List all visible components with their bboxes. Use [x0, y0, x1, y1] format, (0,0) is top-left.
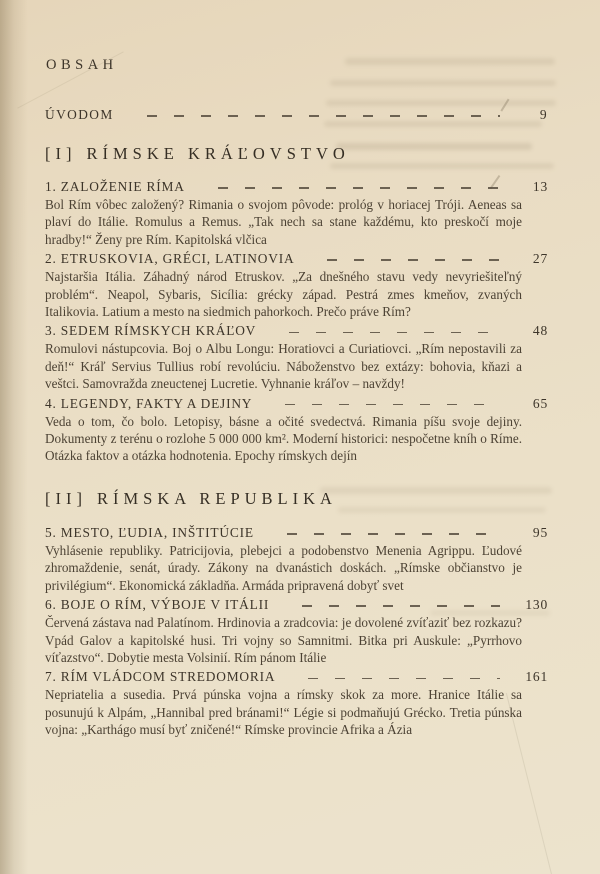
- toc-entry: [45, 251, 548, 320]
- chapter-row: [45, 396, 548, 412]
- chapter-title: 7. RÍM VLÁDCOM STREDOMORIA: [45, 669, 276, 685]
- chapter-row: [45, 179, 548, 195]
- table-of-contents: [45, 50, 548, 739]
- part-number: [I]: [45, 144, 77, 163]
- part-title: RÍMSKA REPUBLIKA: [96, 488, 337, 508]
- chapter-row: [45, 597, 548, 613]
- chapter-row: [45, 251, 548, 267]
- chapter-title: 2. ETRUSKOVIA, GRÉCI, LATINOVIA: [45, 251, 295, 267]
- chapter-page-number: 95: [532, 524, 548, 540]
- chapter-page-number: 48: [532, 323, 548, 339]
- dash-leader: [270, 533, 500, 535]
- toc-entry: [45, 323, 548, 392]
- chapter-page-number: 13: [532, 179, 548, 194]
- chapter-summary: Bol Rím vôbec založený? Rimania o svojom pôvode: prológ v horiacej Tróji. Aeneas sa plaví do Itálie. Romulus a Remus. „Tak nech sa stane každému, kto preskočí moje hradby!“ Ženy pre Rím. Kapitolská vlčica: [45, 197, 522, 247]
- part-heading-2: [45, 489, 548, 509]
- chapter-page-number: 161: [525, 669, 548, 685]
- chapter-title: 6. BOJE O RÍM, VÝBOJE V ITÁLII: [45, 597, 270, 613]
- chapter-summary: Nepriatelia a susedia. Prvá púnska vojna a rímsky skok za more. Hranice Itálie sa posunujú k Alpám, „Hannibal pred bránami!“ Légie si podmaňujú Grécko. Tretia púnska vojna: „Karthágo musí byť zničené!“ Rímske provincie Afrika a Ázia: [45, 687, 522, 738]
- dash-leader: [268, 404, 500, 406]
- chapter-title: 1. ZALOŽENIE RÍMA: [45, 179, 185, 194]
- chapter-page-number: 130: [525, 597, 548, 613]
- toc-entry: [45, 179, 548, 248]
- chapter-row: [45, 669, 548, 685]
- page-title: OBSAH: [46, 57, 118, 73]
- entry-page-number: 9: [539, 107, 548, 122]
- toc-entry: [45, 597, 548, 666]
- part-title: RÍMSKE KRÁĽOVSTVO: [86, 144, 350, 163]
- chapter-row: [45, 525, 548, 541]
- chapter-page-number: 27: [532, 251, 548, 267]
- chapter-title: 4. LEGENDY, FAKTY A DEJINY: [45, 395, 253, 411]
- chapter-title: 3. SEDEM RÍMSKYCH KRÁĽOV: [45, 323, 257, 339]
- chapter-page-number: 65: [532, 395, 548, 411]
- chapter-summary: Romulovi nástupcovia. Boj o Albu Longu: Horatiovci a Curiatiovci. „Rím nepostavili za deň!“ Kráľ Servius Tullius robí revolúciu. Náboženstvo bez extázy: bohovia, kňazi a veštci. Samovražda zneuctenej Lucretie. Vyhnanie kráľov – navždy!: [45, 341, 522, 392]
- dash-leader: [291, 678, 500, 680]
- part-number: [II]: [45, 488, 87, 508]
- dash-leader: [130, 115, 500, 117]
- toc-entry: [45, 396, 548, 465]
- dash-leader: [285, 605, 500, 607]
- chapter-title: 5. MESTO, ĽUDIA, INŠTITÚCIE: [45, 524, 254, 540]
- chapter-summary: Vyhlásenie republiky. Patricijovia, plebejci a podobenstvo Menenia Agrippu. Ľudové zhromaždenie, senát, úrady. Zákony na dvanástich doskách. „Rímske občianstvo je privilégium“. Ekonomická základňa. Armáda pripravená dobyť svet: [45, 542, 522, 593]
- chapter-summary: Najstaršia Itália. Záhadný národ Etruskov. „Za dnešného stavu vedy nevyriešiteľný problém“. Neapol, Sybaris, Sicília: grécky západ. Pestrá zmes kmeňov, zvaných Italikovia. Latium a mesto na siedmich pahorkoch. Prečo práve Rím?: [45, 269, 522, 320]
- toc-entry: [45, 669, 548, 738]
- dash-leader: [310, 259, 500, 261]
- chapter-summary: Červená zástava nad Palatínom. Hrdinovia a zradcovia: je dovolené zvíťaziť bez rozkazu? Vpád Galov a kapitolské husi. Tri vojny so Samnitmi. Bitka pri Auskule: „Pyrrhovo víťazstvo“. Dobytie mesta Volsinií. Rím pánom Itálie: [45, 615, 522, 665]
- part-heading-1: [45, 144, 548, 164]
- dash-leader: [201, 187, 500, 189]
- chapter-summary: Veda o tom, čo bolo. Letopisy, básne a očité svedectvá. Rimania píšu svoje dejiny. Dokumenty z terénu o rozlohe 5 000 000 km². Moderní historici: nespočetne kníh o Ríme. Otázka faktov a otázka hodnotenia. Epochy rímskych dejín: [45, 413, 522, 464]
- toc-entry-uvodom: [45, 107, 548, 123]
- entry-title: ÚVODOM: [45, 107, 114, 122]
- toc-entry: [45, 525, 548, 594]
- dash-leader: [272, 332, 500, 334]
- chapter-row: [45, 323, 548, 339]
- page-gutter-shadow: [0, 0, 28, 874]
